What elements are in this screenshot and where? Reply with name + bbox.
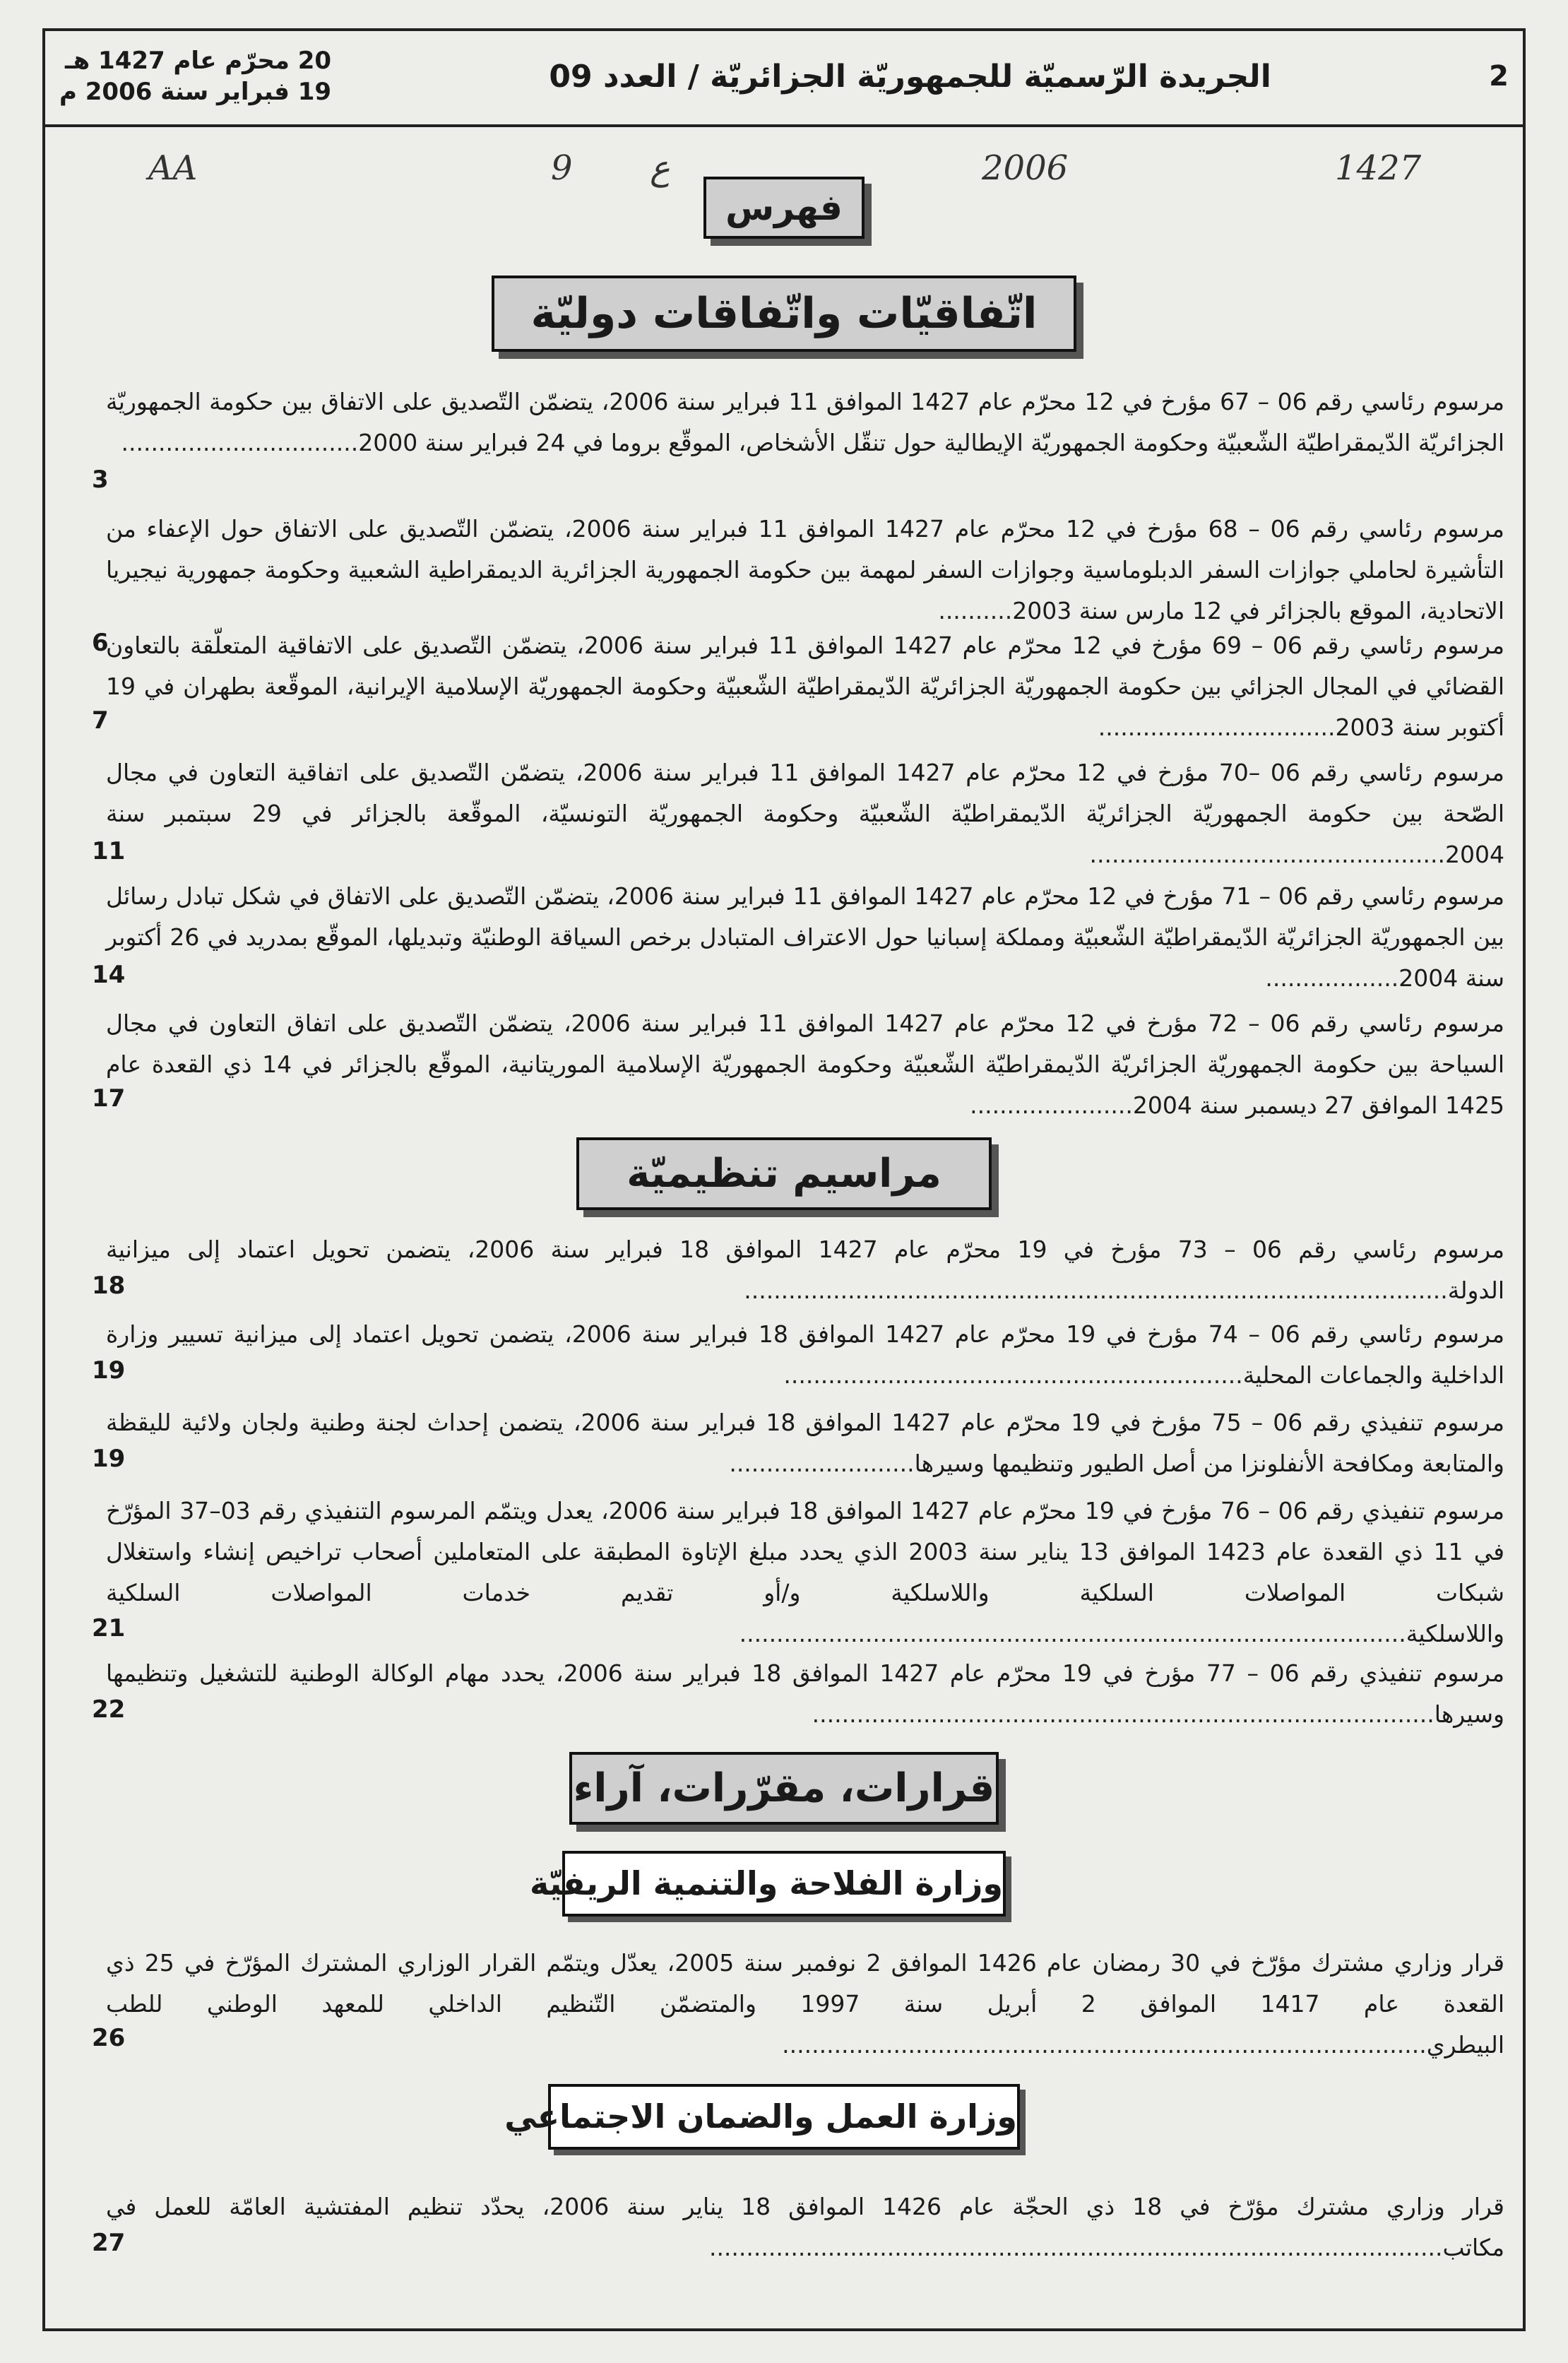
entry-page-number: 7 xyxy=(92,706,109,735)
index-title: فهرس xyxy=(703,177,865,239)
toc-entry xyxy=(106,2186,1504,2268)
leader-dots: ................................................................................................... xyxy=(708,2234,1443,2261)
entry-page-number: 17 xyxy=(92,1084,126,1113)
leader-dots: ................................ xyxy=(121,429,359,456)
entry-page-number: 6 xyxy=(92,629,109,657)
entry-page-number: 27 xyxy=(92,2229,126,2257)
gazette-title: الجريدة الرّسميّة للجمهوريّة الجزائريّة / العدد 09 xyxy=(549,58,1271,95)
leader-dots: ................................................ xyxy=(1089,841,1446,868)
ministry-agriculture: وزارة الفلاحة والتنمية الريفيّة xyxy=(562,1851,1006,1917)
handwritten-note-left: AA xyxy=(148,148,198,188)
entry-page-number: 14 xyxy=(92,961,126,989)
gregorian-date: 19 فبراير سنة 2006 م xyxy=(59,78,332,106)
entry-text: مرسوم رئاسي رقم 06 – 72 مؤرخ في 12 محرّم عام 1427 الموافق 11 فبراير سنة 2006، يتضمّن التّصديق على اتفاق التعاون في مجال السياحة بين حكومة الجمهوريّة الجزائريّة الدّيمقراطيّة الشّعبيّة وحكومة الجمهوريّة الإسلامية الموريتانية، الموقّع بالجزائر في 14 ذي القعدة عام 1425 الموافق 27 ديسمبر سنة 2004 xyxy=(106,1009,1504,1119)
leader-dots: ...................... xyxy=(970,1091,1133,1119)
entry-page-number: 26 xyxy=(92,2024,126,2052)
toc-entry xyxy=(106,1653,1504,1735)
leader-dots: .............................................................. xyxy=(783,1361,1243,1389)
handwritten-note-middle1: 9 xyxy=(551,148,573,188)
leader-dots: ....................................................................................... xyxy=(782,2031,1427,2059)
toc-entry xyxy=(106,876,1504,999)
entry-page-number: 3 xyxy=(92,466,109,494)
toc-entry xyxy=(106,1491,1504,1654)
handwritten-note-year: 2006 xyxy=(982,148,1069,188)
entry-text: مرسوم تنفيذي رقم 06 – 77 مؤرخ في 19 محرّم عام 1427 الموافق 18 فبراير سنة 2006، يحدد مهام الوكالة الوطنية للتشغيل وتنظيمها وسيرها xyxy=(106,1659,1505,1728)
leader-dots: ............................................................................................... xyxy=(744,1277,1448,1304)
entry-page-number: 11 xyxy=(92,837,126,865)
entry-text: مرسوم رئاسي رقم 06 – 67 مؤرخ في 12 محرّم عام 1427 الموافق 11 فبراير سنة 2006، يتضمّن التّصديق على الاتفاق بين حكومة الجمهوريّة الجزائريّة الدّيمقراطيّة الشّعبيّة وحكومة الجمهوريّة الإيطالية حول تنقّل الأشخاص، الموقّع بروما في 24 فبراير سنة 2000 xyxy=(106,388,1504,456)
toc-entry xyxy=(106,1314,1504,1396)
handwritten-note-middle2: ع xyxy=(650,148,670,188)
page-number: 2 xyxy=(1489,60,1509,93)
page-header xyxy=(42,28,1526,127)
entry-text: مرسوم رئاسي رقم 06 – 74 مؤرخ في 19 محرّم عام 1427 الموافق 18 فبراير سنة 2006، يتضمن تحويل اعتماد إلى ميزانية تسيير وزارة الداخلية والجماعات المحلية xyxy=(106,1320,1505,1389)
leader-dots: ......................... xyxy=(729,1450,915,1477)
entry-text: مرسوم رئاسي رقم 06 –70 مؤرخ في 12 محرّم عام 1427 الموافق 11 فبراير سنة 2006، يتضمّن التّصديق على اتفاقية التعاون في مجال الصّحة بين حكومة الجمهوريّة الجزائريّة الدّيمقراطيّة الشّعبيّة وحكومة الجمهوريّة التونسيّة، الموقّعة بالجزائر في 29 سبتمبر سنة 2004 xyxy=(106,759,1504,868)
leader-dots: .......... xyxy=(938,597,1013,624)
entry-page-number: 18 xyxy=(92,1272,126,1300)
toc-entry xyxy=(106,752,1504,875)
toc-entry xyxy=(106,1943,1504,2066)
entry-text: مرسوم تنفيذي رقم 06 – 75 مؤرخ في 19 محرّم عام 1427 الموافق 18 فبراير سنة 2006، يتضمن إحداث لجنة وطنية ولجان ولائية لليقظة والمتابعة ومكافحة الأنفلونزا من أصل الطيور وتنظيمها وسيرها xyxy=(106,1409,1505,1477)
handwritten-note-right: 1427 xyxy=(1335,148,1422,188)
toc-entry xyxy=(106,509,1504,632)
leader-dots: .......................................................................................... xyxy=(739,1620,1406,1647)
section-decisions: قرارات، مقرّرات، آراء xyxy=(569,1752,999,1825)
entry-text: مرسوم رئاسي رقم 06 – 69 مؤرخ في 12 محرّم عام 1427 الموافق 11 فبراير سنة 2006، يتضمّن التّصديق على الاتفاقية المتعلّقة بالتعاون القضائي في المجال الجزائي بين حكومة الجمهوريّة الجزائريّة الدّيمقراطيّة الشّعبيّة وحكومة الجمهوريّة الإسلامية الإيرانية، الموقّعة بطهران في 19 أكتوبر سنة 2003 xyxy=(106,632,1504,741)
toc-entry xyxy=(106,1229,1504,1311)
entry-page-number: 19 xyxy=(92,1356,126,1385)
section-decrees: مراسيم تنظيميّة xyxy=(576,1137,992,1210)
toc-entry xyxy=(106,1402,1504,1484)
entry-text: مرسوم رئاسي رقم 06 – 68 مؤرخ في 12 محرّم عام 1427 الموافق 11 فبراير سنة 2006، يتضمّن التّصديق على الاتفاق حول الإعفاء من التأشيرة لحاملي جوازات السفر الدبلوماسية وجوازات السفر لمهمة بين حكومة الجمهورية الجزائرية الديمقراطية الشعبية وحكومة جمهورية نيجيريا الاتحادية، الموقع بالجزائر في 12 مارس سنة 2003 xyxy=(106,515,1504,624)
entry-page-number: 19 xyxy=(92,1445,126,1473)
entry-text: قرار وزاري مشترك مؤرّخ في 18 ذي الحجّة عام 1426 الموافق 18 يناير سنة 2006، يحدّد تنظيم المفتشية العامّة للعمل في مكاتب xyxy=(106,2193,1504,2261)
entry-text: مرسوم تنفيذي رقم 06 – 76 مؤرخ في 19 محرّم عام 1427 الموافق 18 فبراير سنة 2006، يعدل ويتمّم المرسوم التنفيذي رقم 03–37 المؤرّخ في 11 ذي القعدة عام 1423 الموافق 13 يناير سنة 2003 الذي يحدد مبلغ الإتاوة المطبقة على المتعاملين أصحاب تراخيص إنشاء واستغلال شبكات المواصلات السلكية واللاسلكية و/أو تقديم خدمات المواصلات السلكية واللاسلكية xyxy=(106,1497,1505,1647)
section-conventions: اتّفاقيّات واتّفاقات دوليّة xyxy=(492,276,1076,352)
entry-page-number: 22 xyxy=(92,1695,126,1724)
ministry-labor: وزارة العمل والضمان الاجتماعي xyxy=(548,2084,1020,2150)
entry-text: مرسوم رئاسي رقم 06 – 73 مؤرخ في 19 محرّم عام 1427 الموافق 18 فبراير سنة 2006، يتضمن تحويل اعتماد إلى ميزانية الدولة xyxy=(106,1236,1504,1304)
leader-dots: ................................ xyxy=(1098,713,1336,741)
issue-date xyxy=(59,45,331,107)
leader-dots: .................................................................................... xyxy=(812,1700,1435,1728)
hijri-date: 20 محرّم عام 1427 هـ xyxy=(64,47,332,75)
entry-page-number: 21 xyxy=(92,1614,126,1642)
entry-text: قرار وزاري مشترك مؤرّخ في 30 رمضان عام 1426 الموافق 2 نوفمبر سنة 2005، يعدّل ويتمّم القرار الوزاري المشترك المؤرّخ في 25 ذي القعدة عام 1417 الموافق 2 أبريل سنة 1997 والمتضمّن التّنظيم الداخلي للمعهد الوطني للطب البيطري xyxy=(106,1949,1505,2059)
toc-entry xyxy=(106,625,1504,748)
entry-text: مرسوم رئاسي رقم 06 – 71 مؤرخ في 12 محرّم عام 1427 الموافق 11 فبراير سنة 2006، يتضمّن التّصديق على الاتفاق في شكل تبادل رسائل بين الجمهوريّة الجزائريّة الدّيمقراطيّة الشّعبيّة ومملكة إسبانيا حول الاعتراف المتبادل برخص السياقة الوطنيّة وتبديلها، الموقّع بمدريد في 26 أكتوبر سنة 2004 xyxy=(106,882,1504,992)
leader-dots: .................. xyxy=(1265,964,1399,992)
toc-entry xyxy=(106,1003,1504,1126)
toc-entry xyxy=(106,381,1504,463)
